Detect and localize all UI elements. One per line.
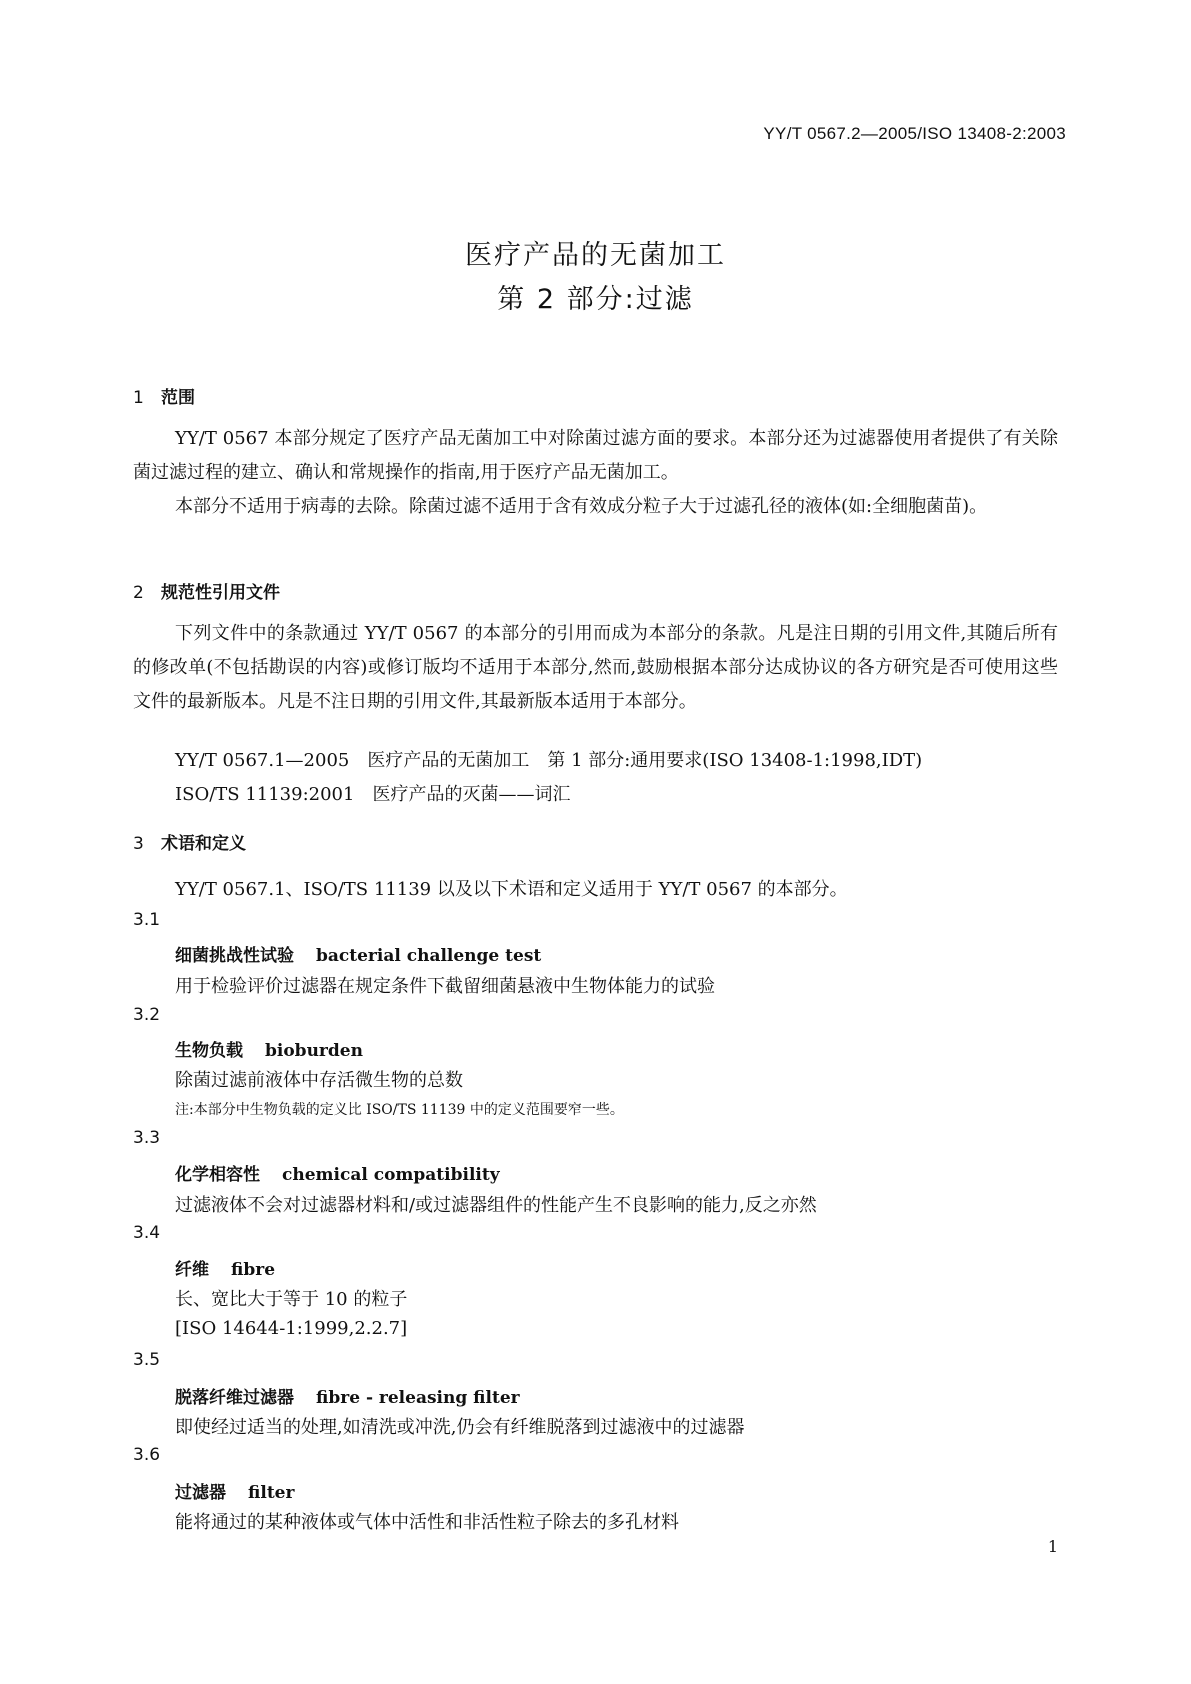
term-en: filter <box>248 1483 295 1503</box>
section-intro: YY/T 0567.1、ISO/TS 11139 以及以下术语和定义适用于 YY/T 0567 的本部分。 <box>175 879 848 900</box>
term-definition: 除菌过滤前液体中存活微生物的总数 <box>175 1070 463 1091</box>
section-number: 1 <box>133 388 144 408</box>
term-entry <box>175 941 541 966</box>
term-en: fibre <box>231 1260 276 1280</box>
term-zh: 生物负载 <box>175 1041 243 1061</box>
term-definition: 即使经过适当的处理,如清洗或冲洗,仍会有纤维脱落到过滤液中的过滤器 <box>175 1417 745 1438</box>
paragraph: YY/T 0567 本部分规定了医疗产品无菌加工中对除菌过滤方面的要求。本部分还为过滤器使用者提供了有关除菌过滤过程的建立、确认和常规操作的指南,用于医疗产品无菌加工。 <box>133 428 1058 483</box>
reference-item: ISO/TS 11139:2001 医疗产品的灭菌——词汇 <box>175 784 571 805</box>
document-title: 医疗产品的无菌加工 <box>465 240 726 271</box>
term-en: fibre - releasing filter <box>316 1388 520 1408</box>
term-entry <box>175 1036 363 1061</box>
section-number: 2 <box>133 583 144 603</box>
term-definition: 过滤液体不会对过滤器材料和/或过滤器组件的性能产生不良影响的能力,反之亦然 <box>175 1195 817 1216</box>
paragraph: 下列文件中的条款通过 YY/T 0567 的本部分的引用而成为本部分的条款。凡是注日期的引用文件,其随后所有的修改单(不包括勘误的内容)或修订版均不适用于本部分,然而,鼓励根据本部分达成协议的各方研究是否可使用这些文件的最新版本。凡是不注日期的引用文件,其最新版本适用于本部分。 <box>133 623 1058 712</box>
term-en: bacterial challenge test <box>316 946 542 966</box>
term-source: [ISO 14644-1:1999,2.2.7] <box>175 1318 408 1339</box>
clause-number: 3.4 <box>133 1223 161 1243</box>
section-title: 术语和定义 <box>161 834 246 854</box>
term-zh: 化学相容性 <box>175 1165 260 1185</box>
term-en: bioburden <box>265 1041 363 1061</box>
clause-number: 3.3 <box>133 1128 161 1148</box>
section-title: 范围 <box>161 388 195 408</box>
clause-number: 3.6 <box>133 1445 161 1465</box>
standard-code: YY/T 0567.2—2005/ISO 13408-2:2003 <box>763 124 1066 143</box>
term-entry <box>175 1478 294 1503</box>
term-definition: 能将通过的某种液体或气体中活性和非活性粒子除去的多孔材料 <box>175 1512 679 1533</box>
term-note: 注:本部分中生物负载的定义比 ISO/TS 11139 中的定义范围要窄一些。 <box>175 1102 624 1118</box>
clause-number: 3.2 <box>133 1005 161 1025</box>
term-entry <box>175 1383 520 1408</box>
clause-number: 3.1 <box>133 910 161 930</box>
term-definition: 用于检验评价过滤器在规定条件下截留细菌悬液中生物体能力的试验 <box>175 976 715 997</box>
page-number: 1 <box>1047 1537 1058 1556</box>
term-zh: 细菌挑战性试验 <box>175 946 294 966</box>
paragraph: 本部分不适用于病毒的去除。除菌过滤不适用于含有效成分粒子大于过滤孔径的液体(如:全细胞菌苗)。 <box>175 496 988 517</box>
term-zh: 脱落纤维过滤器 <box>175 1388 294 1408</box>
clause-number: 3.5 <box>133 1350 161 1370</box>
reference-item: YY/T 0567.1—2005 医疗产品的无菌加工 第 1 部分:通用要求(ISO 13408-1:1998,IDT) <box>175 750 923 771</box>
section-number: 3 <box>133 834 144 854</box>
term-entry <box>175 1160 500 1185</box>
term-entry <box>175 1255 275 1280</box>
document-subtitle: 第 2 部分:过滤 <box>497 284 694 315</box>
term-zh: 过滤器 <box>175 1483 226 1503</box>
section-2-heading <box>133 578 280 603</box>
term-en: chemical compatibility <box>282 1165 500 1185</box>
section-1-heading <box>133 383 195 408</box>
term-zh: 纤维 <box>175 1260 209 1280</box>
term-definition: 长、宽比大于等于 10 的粒子 <box>175 1289 408 1310</box>
section-3-heading <box>133 829 246 854</box>
section-title: 规范性引用文件 <box>161 583 280 603</box>
